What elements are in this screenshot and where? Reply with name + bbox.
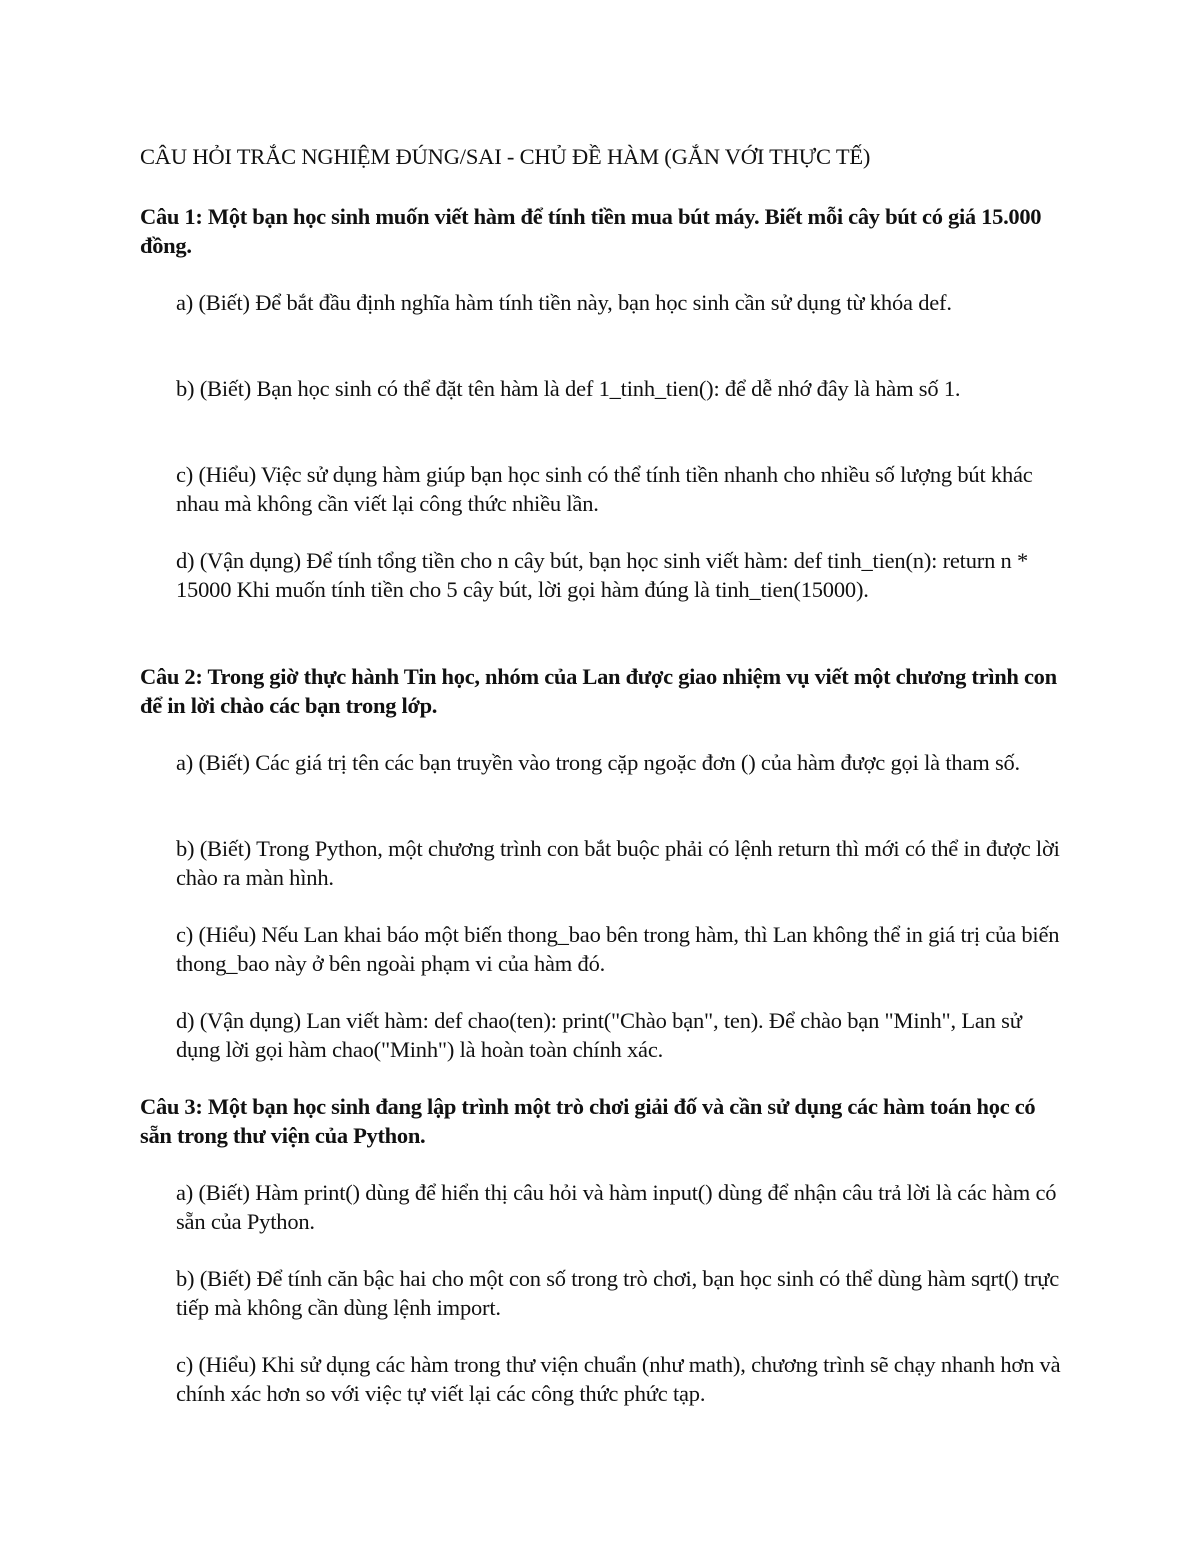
question-2-option-a: a) (Biết) Các giá trị tên các bạn truyền vào trong cặp ngoặc đơn () của hàm được gọi là tham số. <box>176 750 1020 775</box>
question-3-option-a: a) (Biết) Hàm print() dùng để hiển thị câu hỏi và hàm input() dùng để nhận câu trả lời là các hàm có sẵn của Python. <box>176 1180 1057 1234</box>
question-1-option-a: a) (Biết) Để bắt đầu định nghĩa hàm tính tiền này, bạn học sinh cần sử dụng từ khóa def. <box>176 290 952 315</box>
question-2-stem: Câu 2: Trong giờ thực hành Tin học, nhóm của Lan được giao nhiệm vụ viết một chương trình con để in lời chào các bạn trong lớp. <box>140 664 1057 718</box>
question-3-option-c: c) (Hiểu) Khi sử dụng các hàm trong thư viện chuẩn (như math), chương trình sẽ chạy nhanh hơn và chính xác hơn so với việc tự viết lại các công thức phức tạp. <box>176 1352 1061 1406</box>
question-3-option-b: b) (Biết) Để tính căn bậc hai cho một con số trong trò chơi, bạn học sinh có thể dùng hàm sqrt() trực tiếp mà không cần dùng lệnh import. <box>176 1266 1060 1320</box>
question-1-option-c: c) (Hiểu) Việc sử dụng hàm giúp bạn học sinh có thể tính tiền nhanh cho nhiều số lượng bút khác nhau mà không cần viết lại công thức nhiều lần. <box>176 462 1033 516</box>
question-2-option-b: b) (Biết) Trong Python, một chương trình con bắt buộc phải có lệnh return thì mới có thể in được lời chào ra màn hình. <box>176 836 1060 890</box>
question-2-option-c: c) (Hiểu) Nếu Lan khai báo một biến thong_bao bên trong hàm, thì Lan không thể in giá trị của biến thong_bao này ở bên ngoài phạm vi của hàm đó. <box>176 922 1060 976</box>
document-title: CÂU HỎI TRẮC NGHIỆM ĐÚNG/SAI - CHỦ ĐỀ HÀM (GẮN VỚI THỰC TẾ) <box>140 144 871 169</box>
question-3-stem: Câu 3: Một bạn học sinh đang lập trình một trò chơi giải đố và cần sử dụng các hàm toán học có sẵn trong thư viện của Python. <box>140 1094 1036 1148</box>
question-1-option-b: b) (Biết) Bạn học sinh có thể đặt tên hàm là def 1_tinh_tien(): để dễ nhớ đây là hàm số 1. <box>176 376 961 401</box>
question-2-option-d: d) (Vận dụng) Lan viết hàm: def chao(ten): print("Chào bạn", ten). Để chào bạn "Minh", Lan sử dụng lời gọi hàm chao("Minh") là hoàn toàn chính xác. <box>176 1008 1022 1062</box>
question-1-option-d: d) (Vận dụng) Để tính tổng tiền cho n cây bút, bạn học sinh viết hàm: def tinh_tien(n): return n * 15000 Khi muốn tính tiền cho 5 cây bút, lời gọi hàm đúng là tinh_tien(15000). <box>176 548 1029 602</box>
question-1-stem: Câu 1: Một bạn học sinh muốn viết hàm để tính tiền mua bút máy. Biết mỗi cây bút có giá 15.000 đồng. <box>140 204 1042 258</box>
